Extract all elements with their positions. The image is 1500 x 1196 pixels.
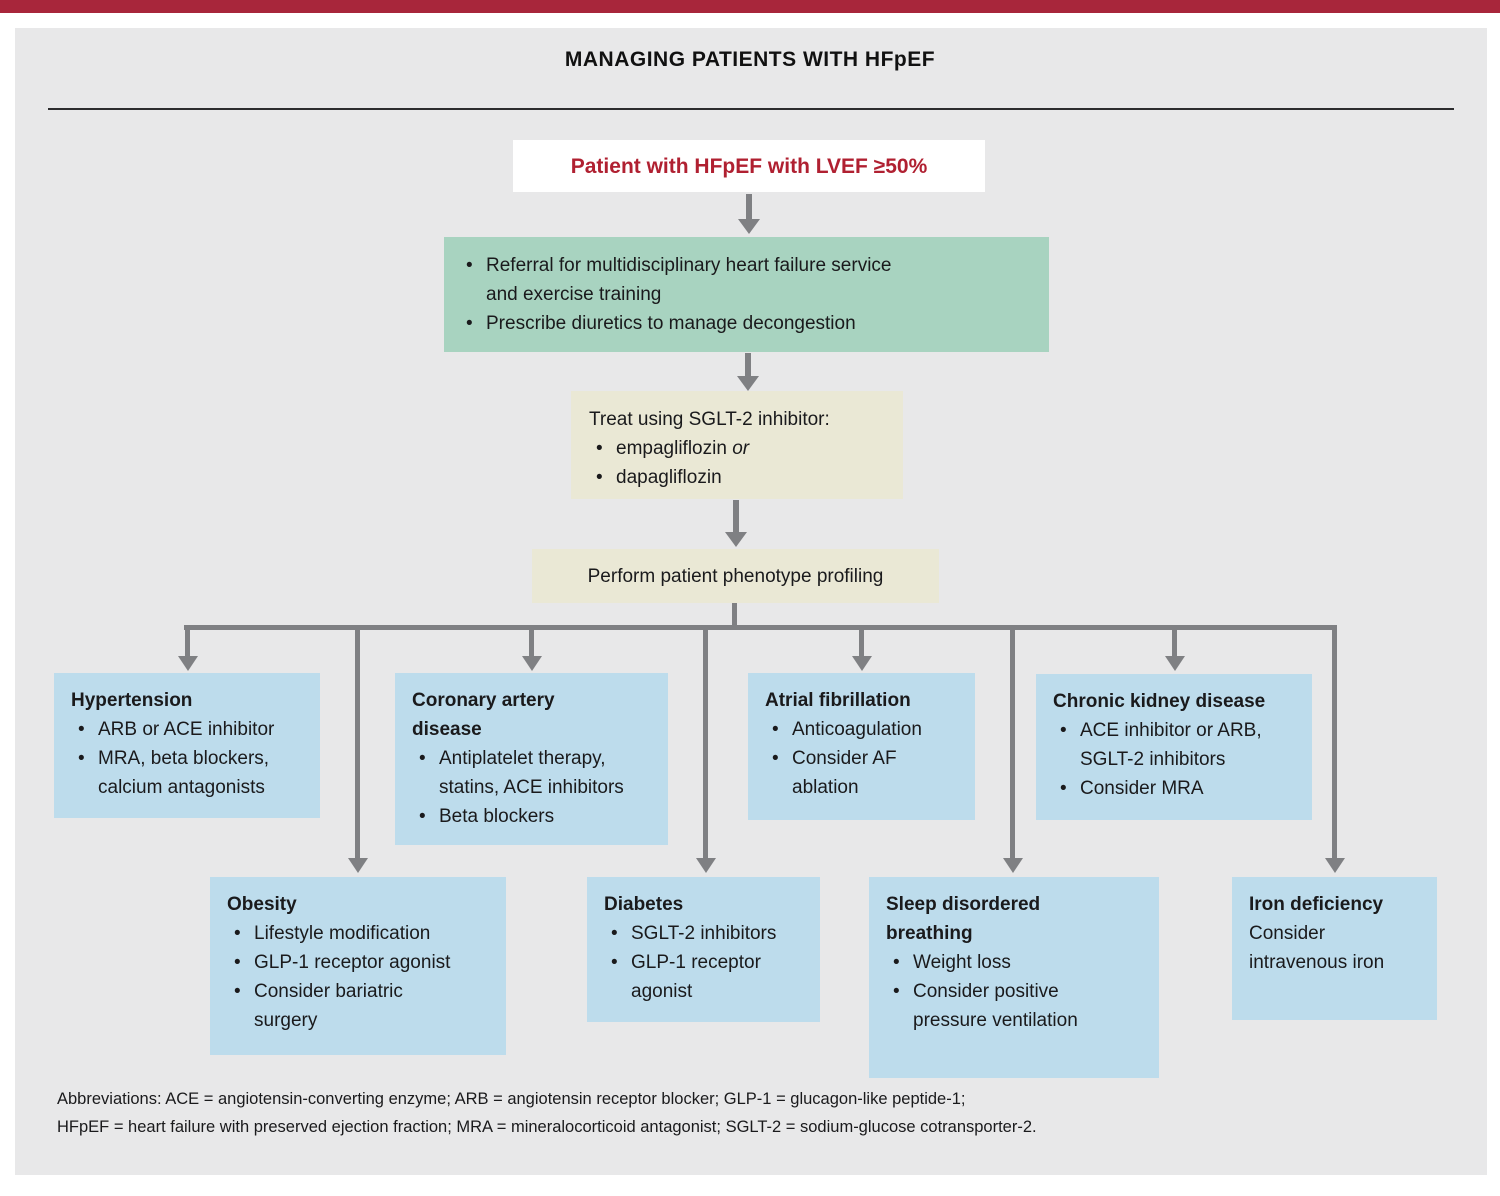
box-text: Consider <box>1249 923 1326 944</box>
bullet-item: • Consider AF <box>765 744 963 773</box>
bullet-item: • ARB or ACE inhibitor <box>71 715 308 744</box>
flow-arrow-initial-to-sglt2 <box>745 353 751 376</box>
bullet-item: • Referral for multidisciplinary heart failure service <box>459 251 1033 280</box>
top-brand-bar <box>0 0 1500 13</box>
phenotype-box-diabetes <box>587 877 820 1022</box>
start-node <box>513 140 985 192</box>
branch-arrow-diabetes <box>703 630 708 858</box>
phenotype-box-atrial-fibrillation <box>748 673 975 820</box>
box-title: Diabetes <box>604 894 684 915</box>
branch-arrow-obesity <box>355 630 360 858</box>
arrowhead-icon <box>522 656 542 671</box>
bullet-item-continuation: and exercise training <box>486 284 662 305</box>
bullet-item-continuation: surgery <box>254 1010 318 1031</box>
bullet-item: • GLP-1 receptor <box>604 948 808 977</box>
bullet-item: • MRA, beta blockers, <box>71 744 308 773</box>
phenotype-box-chronic-kidney-disease <box>1036 674 1312 820</box>
phenotype-box-obesity <box>210 877 506 1055</box>
bullet-item: • Prescribe diuretics to manage decongestion <box>459 309 1033 338</box>
branch-arrow-sleep <box>1010 630 1015 858</box>
arrowhead-icon <box>725 532 747 547</box>
branch-arrow-afib <box>859 630 864 656</box>
box-title: Atrial fibrillation <box>765 690 911 711</box>
phenotype-box-coronary-artery-disease <box>395 673 668 845</box>
branch-arrow-iron <box>1332 630 1337 858</box>
bullet-item: • SGLT-2 inhibitors <box>604 919 808 948</box>
sglt2-treatment-node <box>571 391 903 499</box>
bullet-item-continuation: agonist <box>631 981 693 1002</box>
arrowhead-icon <box>1165 656 1185 671</box>
box-title: Sleep disordered <box>886 894 1041 915</box>
bullet-item: • Weight loss <box>886 948 1147 977</box>
arrowhead-icon <box>696 858 716 873</box>
branch-arrow-coronary <box>529 630 534 656</box>
page-title: MANAGING PATIENTS WITH HFpEF <box>564 48 936 71</box>
abbreviations-line-1: Abbreviations: ACE = angiotensin-converting enzyme; ARB = angiotensin receptor blocker; GLP-1 = glucagon-like peptide-1; <box>57 1090 966 1108</box>
bullet-item-continuation: ablation <box>792 777 859 798</box>
arrowhead-icon <box>178 656 198 671</box>
bullet-item: • Consider MRA <box>1053 774 1300 803</box>
bullet-item: • Consider positive <box>886 977 1147 1006</box>
bullet-item: • Antiplatelet therapy, <box>412 744 656 773</box>
bullet-item-continuation: SGLT-2 inhibitors <box>1080 749 1226 770</box>
box-title: Hypertension <box>71 690 193 711</box>
bullet-item: • Anticoagulation <box>765 715 963 744</box>
abbreviations-line-2: HFpEF = heart failure with preserved ejection fraction; MRA = mineralocorticoid antagonist; SGLT-2 = sodium-glucose cotransporter-2. <box>57 1118 1037 1136</box>
bullet-item: • dapagliflozin <box>589 463 903 492</box>
arrowhead-icon <box>348 858 368 873</box>
bullet-item: • Consider bariatric <box>227 977 494 1006</box>
title-divider <box>48 108 1454 110</box>
box-title: Coronary artery <box>412 690 555 711</box>
drug-name: empagliflozin <box>616 438 727 459</box>
arrowhead-icon <box>1325 858 1345 873</box>
bullet-item: • Beta blockers <box>412 802 656 831</box>
arrowhead-icon <box>852 656 872 671</box>
arrowhead-icon <box>1003 858 1023 873</box>
flow-arrow-start-to-initial <box>746 194 752 219</box>
arrowhead-icon <box>738 219 760 234</box>
arrowhead-icon <box>737 376 759 391</box>
box-title: disease <box>412 719 482 740</box>
phenotype-box-iron-deficiency <box>1232 877 1437 1020</box>
start-node-label: Patient with HFpEF with LVEF ≥50% <box>570 154 928 178</box>
profiling-node <box>532 549 939 603</box>
bullet-item: • Lifestyle modification <box>227 919 494 948</box>
profiling-label: Perform patient phenotype profiling <box>587 565 884 587</box>
bullet-item-continuation: calcium antagonists <box>98 777 265 798</box>
flow-arrow-sglt2-to-profiling <box>733 500 739 532</box>
phenotype-box-hypertension <box>54 673 320 818</box>
bullet-item: • ACE inhibitor or ARB, <box>1053 716 1300 745</box>
phenotype-box-sleep-disordered-breathing <box>869 877 1159 1078</box>
initial-management-node <box>444 237 1049 352</box>
box-text: intravenous iron <box>1249 952 1385 973</box>
bullet-item <box>589 434 903 463</box>
connector-stem <box>732 603 737 627</box>
bullet-item: • GLP-1 receptor agonist <box>227 948 494 977</box>
branch-arrow-hypertension <box>185 630 190 656</box>
bullet-item-continuation: pressure ventilation <box>913 1010 1078 1031</box>
box-title: breathing <box>886 923 973 944</box>
bullet-item-continuation: statins, ACE inhibitors <box>439 777 624 798</box>
or-word: or <box>732 438 750 459</box>
box-title: Obesity <box>227 894 297 915</box>
box-title: Chronic kidney disease <box>1053 691 1266 712</box>
branch-arrow-ckd <box>1172 630 1177 656</box>
sglt2-heading: Treat using SGLT-2 inhibitor: <box>589 409 830 430</box>
box-title: Iron deficiency <box>1249 894 1384 915</box>
